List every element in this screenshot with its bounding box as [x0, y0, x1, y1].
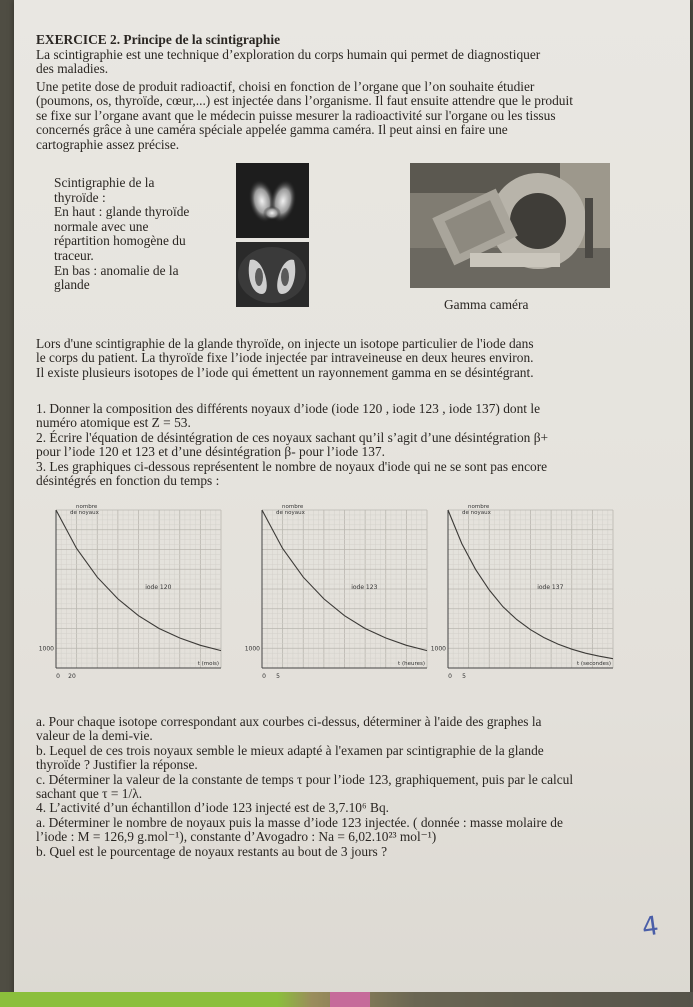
line: Il existe plusieurs isotopes de l’iode qui émettent un rayonnement gamma en se désintégrant.	[36, 364, 534, 380]
line: Scintigraphie de la	[54, 175, 155, 190]
line: a. Déterminer le nombre de noyaux puis la masse d’iode 123 injectée. ( donnée : masse molaire de	[36, 814, 563, 830]
line: 2. Écrire l'équation de désintégration de ces noyaux sachant qu’il s’agit d’une désintégration β+	[36, 429, 549, 445]
decay-chart-iode-137	[420, 500, 620, 695]
questions-3a-4b	[36, 715, 646, 859]
background-strip-accent	[330, 992, 370, 1007]
line: 3. Les graphiques ci-dessous représentent le nombre de noyaux d'iode qui ne se sont pas encore	[36, 458, 548, 474]
line: Lors d'une scintigraphie de la glande thyroïde, on injecte un isotope particulier de l'iode dans	[36, 336, 534, 351]
line: pour l’iode 120 et 123 et d’une désintégration β- pour l’iode 137.	[36, 444, 385, 460]
series-label: iode 137	[537, 584, 564, 591]
series-label: iode 120	[145, 584, 172, 591]
line: En bas : anomalie de la	[54, 262, 179, 278]
line: 4. L’activité d’un échantillon d’iode 123 injecté est de 3,7.10⁶ Bq.	[36, 800, 389, 816]
line: cartographie assez précise.	[36, 136, 180, 152]
scintigraphy-caption	[54, 176, 214, 293]
line: numéro atomique est Z = 53.	[36, 415, 191, 431]
x-axis-label: t (heures)	[398, 661, 425, 667]
decay-chart-iode-120	[28, 500, 228, 695]
y-axis-label: nombre	[468, 504, 490, 510]
y-axis-label: nombre	[282, 504, 304, 510]
x-axis-label: t (secondes)	[576, 661, 611, 667]
x-tick-label: 5	[276, 673, 280, 680]
gamma-camera-caption: Gamma caméra	[444, 297, 529, 312]
worksheet-page	[14, 0, 690, 1000]
grid	[448, 510, 613, 668]
line: (poumons, os, thyroïde, cœur,...) est injectée dans l’organisme. Il faut ensuite attendre que le produit	[36, 93, 573, 109]
questions-1-3	[36, 402, 646, 488]
y-axis-label: nombre	[76, 504, 98, 510]
x-tick-label: 5	[462, 673, 466, 680]
line: c. Déterminer la valeur de la constante de temps τ pour l’iode 123, graphiquement, puis par le calcul	[36, 771, 574, 787]
line: Une petite dose de produit radioactif, choisi en fonction de l’organe que l’on souhaite étudier	[36, 79, 535, 94]
line: glande	[54, 277, 90, 293]
line: normale avec une	[54, 218, 149, 234]
line: le corps du patient. La thyroïde fixe l’iode injectée par intraveineuse en deux heures environ.	[36, 350, 534, 366]
line: a. Pour chaque isotope correspondant aux courbes ci-dessus, déterminer à l'aide des graphes la	[36, 714, 542, 729]
line: thyroïde ? Justifier la réponse.	[36, 757, 198, 773]
thyroid-scan-anomaly-image	[236, 242, 309, 307]
x-tick-label: 0	[56, 673, 60, 680]
line: b. Lequel de ces trois noyaux semble le mieux adapté à l'examen par scintigraphie de la glande	[36, 742, 544, 758]
y-axis-label: de noyaux	[70, 510, 99, 516]
y-tick-label: 1000	[38, 645, 54, 653]
y-axis-label: de noyaux	[276, 510, 305, 516]
line: 1. Donner la composition des différents noyaux d’iode (iode 120 , iode 123 , iode 137) dont le	[36, 401, 541, 416]
y-tick-label: 1000	[244, 645, 260, 653]
handwritten-mark: 4	[639, 910, 661, 944]
line: l’iode : M = 126,9 g.mol⁻¹), constante d’Avogadro : Na = 6,02.10²³ mol⁻¹)	[36, 829, 437, 845]
gamma-camera-photo	[410, 163, 610, 288]
exercise-title: EXERCICE 2. Principe de la scintigraphie	[36, 32, 281, 47]
x-tick-label: 20	[68, 673, 76, 680]
line: La scintigraphie est une technique d’exploration du corps humain qui permet de diagnostiquer	[36, 47, 541, 62]
line: valeur de la demi-vie.	[36, 728, 153, 744]
line: des maladies.	[36, 61, 109, 77]
y-axis-label: de noyaux	[462, 510, 491, 516]
line: désintégrés en fonction du temps :	[36, 473, 220, 489]
line: se fixe sur l’organe avant que le médecin puisse mesurer la radioactivité sur l'organe ou les tissus	[36, 107, 556, 123]
y-tick-label: 1000	[430, 645, 446, 653]
line: En haut : glande thyroïde	[54, 204, 190, 220]
x-tick-label: 0	[262, 673, 266, 680]
background-strip	[0, 992, 693, 1007]
intro-paragraph	[36, 48, 646, 77]
line: sachant que τ = 1/λ.	[36, 786, 143, 802]
decay-chart-iode-123	[234, 500, 434, 695]
line: thyroïde :	[54, 189, 106, 205]
x-tick-label: 0	[448, 673, 452, 680]
series-label: iode 123	[351, 584, 378, 591]
line: traceur.	[54, 247, 94, 263]
line: concernés grâce à une caméra spéciale appelée gamma caméra. Il peut ainsi en faire une	[36, 122, 508, 138]
thyroid-paragraph	[36, 337, 646, 380]
x-axis-label: t (mois)	[197, 661, 219, 667]
description-paragraph	[36, 80, 646, 152]
thyroid-scan-normal-image	[236, 163, 309, 238]
line: répartition homogène du	[54, 233, 186, 249]
line: b. Quel est le pourcentage de noyaux restants au bout de 3 jours ?	[36, 843, 388, 859]
